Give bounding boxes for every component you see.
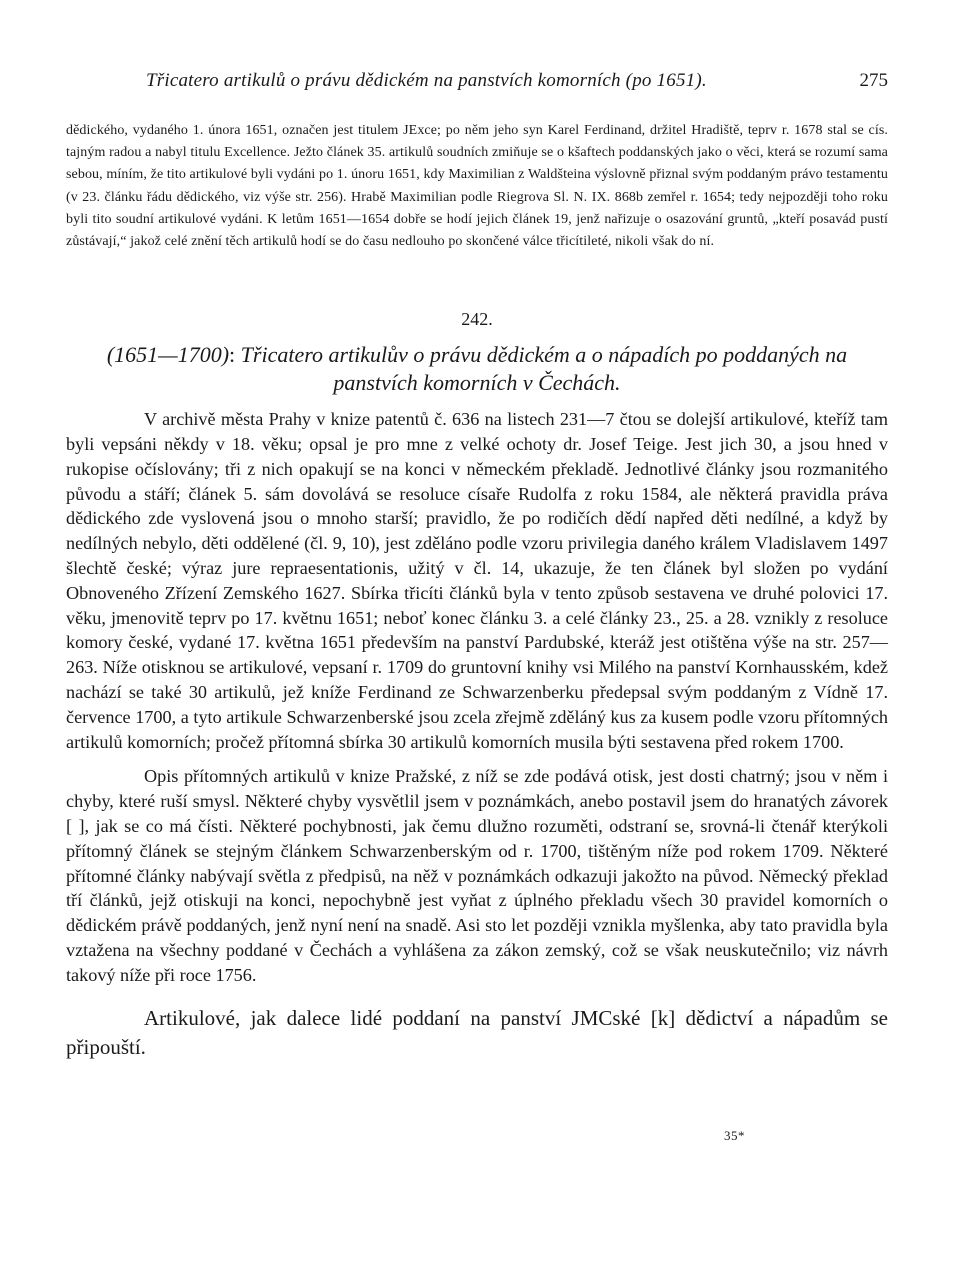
page [66,70,888,1083]
section-number: 242. [461,309,493,330]
body-paragraph-2: Opis přítomných artikulů v knize Pražské, z níž se zde podává otisk, jest dosti chatrný; jsou v něm i chyby, které ruší smysl. Některé chyby vysvětlil jsem v poznámkách, anebo postavil jsem do hranatých závorek [ ], jak se co má čísti. Některé pochybnosti, jak čemu dlužno rozuměti, odstraní se, srovná-li čtenář kterýkoli přítomný článek se stejným článkem Schwarzenberským od r. 1700, tištěným níže pod rokem 1709. Některé přítomné články nabývají světla z předpisů, na něž v poznámkách odkazuji jakožto na původ. Německý překlad tří článků, jejž otiskuji na konci, nepochybně jest vyňat z úplného překladu všech 30 pravidel komorních o dědickém právě poddaných, jenž nyní není na snadě. Asi sto let později vznikla myšlenka, aby tato pravidla byla vztažena na všechny poddané v Čechách a vyhlášena za zákon zemský, což se však neuskutečnilo; viz návrh takový níže při roce 1756. [66,766,888,985]
section-title: Třicatero artikulův o právu dědickém a o nápadích po poddaných na panstvích komorních v Čechách. [240,342,848,396]
body-paragraph-1: V archivě města Prahy v knize patentů č. 636 na listech 231—7 čtou se dolejší artikulové, kteříž tam byli vepsáni někdy v 18. věku; opsal je pro mne z velké ochoty dr. Josef Teige. Jest jich 30, a jsou hned v rukopise očíslovány; tři z nich opakují se na konci v německém překladě. Jednotlivé články jsou rozmanitého původu a stáří; článek 5. sám dovolává se resoluce císaře Rudolfa z roku 1584, ale některá pravidla práva dědického zde vyslovená jsou o mnoho starší; pravidlo, že po rodičích dědí napřed děti nedílné, a když by nedílných nebylo, děti oddělené (čl. 9, 10), jest zděláno podle vzoru privilegia daného králem Vladislavem 1497 šlechtě české; výraz jure repraesentationis, užitý v čl. 14, ukazuje, že ten článek byl složen po vydání Obnoveného Zřízení Zemského 1627. Sbírka třicíti článků byla v tento způsob sestavena ve druhé polovici 17. věku, jmenovitě teprv po 17. květnu 1651; neboť konec článku 3. a celé články 23., 25. a 28. vznikly z resoluce komory české, vydané 17. května 1651 především na panství Pardubské, kteráž jest otištěna výše na str. 257—263. Níže otisknou se artikulové, vepsaní r. 1709 do gruntovní knihy vsi Milého na panství Kornhausském, kdež nachází se také 30 artikulů, jež kníže Ferdinand ze Schwarzenberku předepsal svým poddaným z Vídně 17. července 1700, a tyto artikule Schwarzenberské jsou zcela zřejmě zděláný kus za kusem podle vzoru přítomných artikulů komorních; pročež přítomná sbírka 30 artikulů komorních musila býti sestavena před rokem 1700. [66,409,888,752]
section-colon: : [229,342,241,368]
page-number: 275 [859,70,888,91]
section-heading [66,341,888,397]
articles-heading-paragraph: Artikulové, jak dalece lidé poddaní na panství JMCské [k] dědictví a nápadům se připouští. [66,1005,888,1059]
signature-mark: 35* [724,1128,745,1143]
running-title: Třicatero artikulů o právu dědickém na panstvích komorních (po 1651). [146,70,707,91]
section-dates: (1651—1700) [106,342,230,368]
running-header [66,70,888,100]
footnote-continuation: dědického, vydaného 1. února 1651, označen jest titulem JExce; po něm jeho syn Karel Ferdinand, držitel Hradiště, teprv r. 1678 stal se cís. tajným radou a nabyl titulu Excellence. Ježto článek 35. artikulů soudních zmiňuje se o kšaftech poddanských jako o věci, která se rozumí sama sebou, míním, že tito artikulové byli vydáni po 1. únoru 1651, kdy Maximilian z Waldšteina výslovně přiznal svým poddaným právo testamentu (v 23. článku řádu dědického, viz výše str. 256). Hrabě Maximilian podle Riegrova Sl. N. IX. 868b zemřel r. 1654; tedy nejpozději toho roku byli tito soudní artikulové vydáni. K letům 1651—1654 dobře se hodí jejich článek 19, jenž nařizuje o osazování gruntů, „kteří posavád pustí zůstávají,“ jakož celé znění těch artikulů hodí se do času nedlouho po skončené válce třicítileté, nikoli však do ní. [66,123,888,250]
